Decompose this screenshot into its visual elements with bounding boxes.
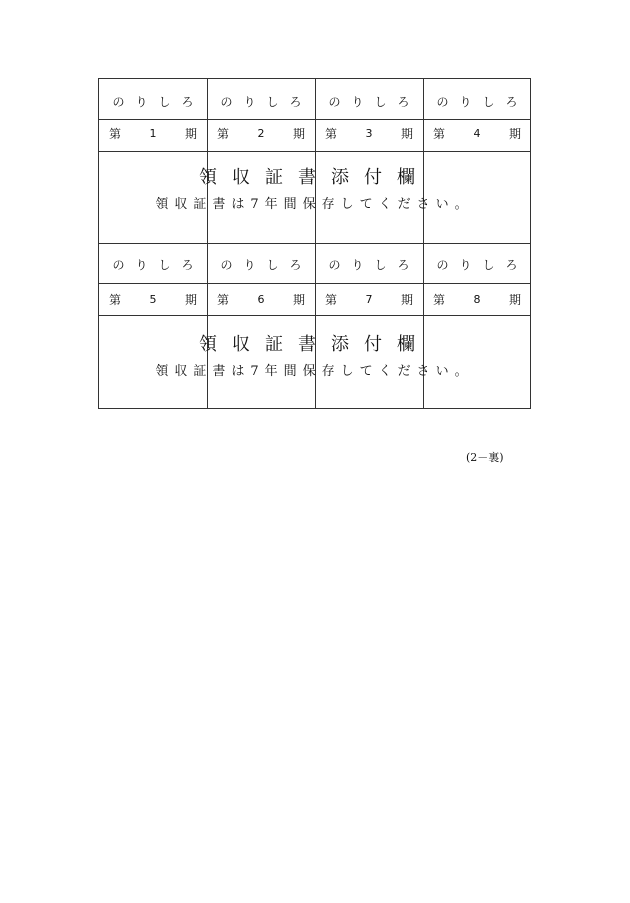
period-number: 8 <box>473 292 481 306</box>
period-cell-6 <box>207 283 315 315</box>
period-suffix: 期 <box>400 292 413 307</box>
period-number: 1 <box>149 126 157 140</box>
glue-margin-label: のりしろ <box>328 94 421 109</box>
glue-margin-cell <box>315 248 423 280</box>
period-number: 5 <box>149 292 157 306</box>
period-cell-8 <box>423 283 531 315</box>
period-prefix: 第 <box>109 126 122 141</box>
glue-margin-label: のりしろ <box>112 94 205 109</box>
glue-margin-cell <box>423 248 531 280</box>
period-prefix: 第 <box>325 292 338 307</box>
glue-margin-cell <box>99 248 207 280</box>
period-prefix: 第 <box>217 292 230 307</box>
period-prefix: 第 <box>217 126 230 141</box>
period-cell-5 <box>99 283 207 315</box>
period-suffix: 期 <box>508 292 521 307</box>
period-suffix: 期 <box>292 126 305 141</box>
receipt-retention-note: 領収証書は7年間保存してください。 <box>155 197 474 212</box>
period-suffix: 期 <box>400 126 413 141</box>
glue-margin-label: のりしろ <box>220 94 313 109</box>
glue-margin-label: のりしろ <box>436 257 529 272</box>
row-divider <box>99 315 530 316</box>
glue-margin-cell <box>423 85 531 117</box>
glue-margin-label: のりしろ <box>112 257 205 272</box>
period-number: 7 <box>365 292 373 306</box>
period-suffix: 期 <box>508 126 521 141</box>
period-cell-4 <box>423 117 531 149</box>
period-suffix: 期 <box>184 292 197 307</box>
period-number: 3 <box>365 126 373 140</box>
page-number: (2－裏) <box>466 451 504 464</box>
period-prefix: 第 <box>433 292 446 307</box>
glue-margin-cell <box>207 248 315 280</box>
receipt-attachment-block-1 <box>98 78 531 244</box>
receipt-retention-note: 領収証書は7年間保存してください。 <box>155 364 474 379</box>
receipt-attachment-title: 領収証書添付欄 <box>199 334 430 355</box>
receipt-attachment-title: 領収証書添付欄 <box>199 167 430 188</box>
period-prefix: 第 <box>325 126 338 141</box>
glue-margin-cell <box>207 85 315 117</box>
period-suffix: 期 <box>292 292 305 307</box>
period-number: 2 <box>257 126 265 140</box>
glue-margin-cell <box>99 85 207 117</box>
period-cell-2 <box>207 117 315 149</box>
receipt-attachment-block-2 <box>98 243 531 409</box>
period-prefix: 第 <box>433 126 446 141</box>
glue-margin-label: のりしろ <box>436 94 529 109</box>
period-suffix: 期 <box>184 126 197 141</box>
glue-margin-label: のりしろ <box>328 257 421 272</box>
period-cell-7 <box>315 283 423 315</box>
glue-margin-cell <box>315 85 423 117</box>
period-number: 6 <box>257 292 265 306</box>
row-divider <box>99 151 530 152</box>
period-cell-1 <box>99 117 207 149</box>
period-prefix: 第 <box>109 292 122 307</box>
period-cell-3 <box>315 117 423 149</box>
glue-margin-label: のりしろ <box>220 257 313 272</box>
period-number: 4 <box>473 126 481 140</box>
